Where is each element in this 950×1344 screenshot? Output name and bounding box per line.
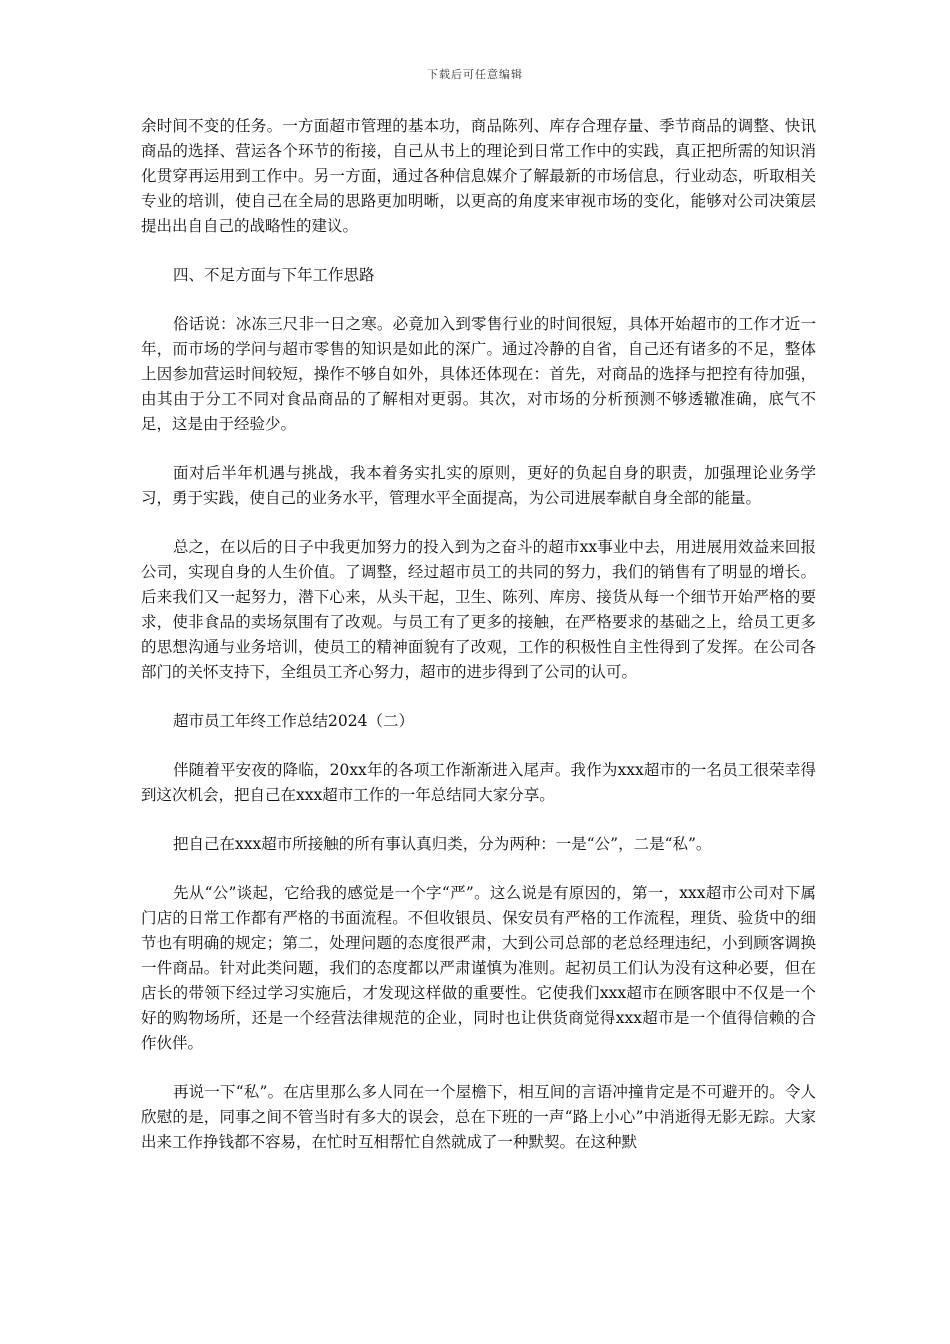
paragraph: 伴随着平安夜的降临，20xx年的各项工作渐渐进入尾声。我作为xxx超市的一名员工很荣幸得到这次机会，把自己在xxx超市工作的一年总结同大家分享。 [141, 761, 816, 804]
paragraph-continuation: 余时间不变的任务。一方面超市管理的基本功，商品陈列、库存合理存量、季节商品的调整、快讯商品的选择、营运各个环节的衔接，自己从书上的理论到日常工作中的实践，真正把所需的知识消化贯穿再运用到工作中。另一方面，通过各种信息媒介了解最新的市场信息，行业动态，听取相关专业的培训，使自己在全局的思路更加明晰，以更高的角度来审视市场的变化，能够对公司决策层提出出自自己的战略性的建议。 [141, 117, 816, 235]
section-heading-summary-two: 超市员工年终工作总结2024（二） [173, 712, 414, 730]
paragraph: 把自己在xxx超市所接触的所有事认真归类，分为两种：一是“公”，二是“私”。 [173, 835, 712, 853]
paragraph: 总之，在以后的日子中我更加努力的投入到为之奋斗的超市xx事业中去，用进展用效益来回报公司，实现自身的人生价值。了调整，经过超市员工的共同的努力，我们的销售有了明显的增长。后来我们又一起努力，潜下心来，从头干起，卫生、陈列、库房、接货从每一个细节开始严格的要求，使非食品的卖场氛围有了改观。与员工有了更多的接触，在严格要求的基础之上，给员工更多的思想沟通与业务培训，使员工的精神面貌有了改观，工作的积极性自主性得到了发挥。在公司各部门的关怀支持下，全组员工齐心努力，超市的进步得到了公司的认可。 [141, 538, 816, 681]
paragraph: 面对后半年机遇与挑战，我本着务实扎实的原则，更好的负起自身的职责，加强理论业务学习，勇于实践，使自己的业务水平，管理水平全面提高，为公司进展奉献自身全部的能量。 [141, 464, 816, 507]
paragraph: 俗话说：冰冻三尺非一日之寒。必竟加入到零售行业的时间很短，具体开始超市的工作才近一年，而市场的学问与超市零售的知识是如此的深广。通过冷静的自省，自己还有诸多的不足，整体上因参加营运时间较短，操作不够自如外，具体还体现在：首先，对商品的选择与把控有待加强，由其由于分工不同对食品商品的了解相对更弱。其次，对市场的分析预测不够透辙准确，底气不足，这是由于经验少。 [141, 315, 816, 433]
page-header: 下载后可任意编辑 [427, 68, 523, 81]
paragraph: 先从“公”谈起，它给我的感觉是一个字“严”。这么说是有原因的，第一，xxx超市公司对下属门店的日常工作都有严格的书面流程。不但收银员、保安员有严格的工作流程，理货、验货中的细节也有明确的规定；第二，处理问题的态度很严肃，大到公司总部的老总经理违纪，小到顾客调换一件商品。针对此类问题，我们的态度都以严肃谨慎为准则。起初员工们认为没有这种必要，但在店长的带领下经过学习实施后，才发现这样做的重要性。它使我们xxx超市在顾客眼中不仅是一个好的购物场所，还是一个经营法律规范的企业，同时也让供货商觉得xxx超市是一个值得信赖的合作伙伴。 [141, 884, 816, 1052]
section-heading-shortcomings: 四、不足方面与下年工作思路 [173, 266, 375, 284]
paragraph: 再说一下“私”。在店里那么多人同在一个屋檐下，相互间的言语冲撞肯定是不可避开的。令人欣慰的是，同事之间不管当时有多大的误会，总在下班的一声“路上小心”中消逝得无影无踪。大家出来工作挣钱都不容易，在忙时互相帮忙自然就成了一种默契。在这种默 [141, 1083, 816, 1151]
document-body [141, 114, 816, 1155]
